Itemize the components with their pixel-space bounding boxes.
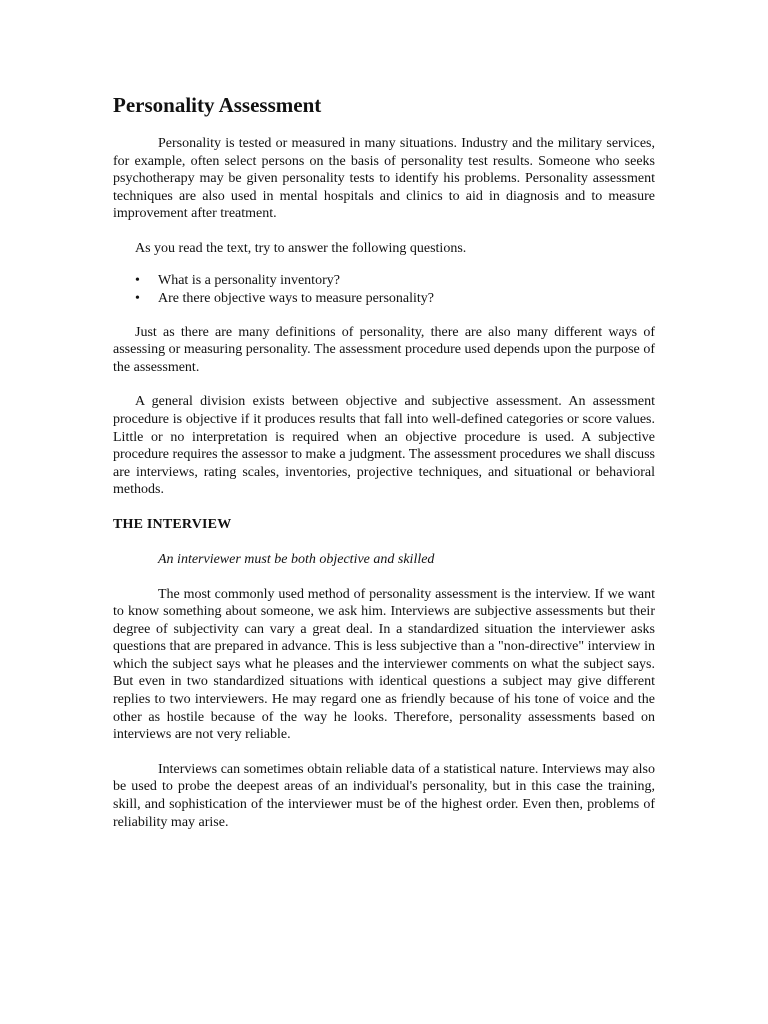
division-paragraph: A general division exists between objective and subjective assessment. An assessment procedure is objective if it produces results that fall into well-defined categories or score values. Little or no interpretation is required when an objective procedure is used. A subjective procedure requires the assessor to make a judgment. The assessment procedures we shall discuss are interviews, rating scales, inventories, projective techniques, and situational or behavioral methods.: [113, 394, 655, 498]
document-title: Personality Assessment: [113, 93, 322, 117]
section-subheading: An interviewer must be both objective and skilled: [158, 551, 435, 567]
intro-paragraph: Personality is tested or measured in many situations. Industry and the military services, for example, often select persons on the basis of personality test results. Someone who seeks psychotherapy may be given personality tests to identify his problems. Personality assessment techniques are also used in mental hospitals and clinics to aid in diagnosis and to measure improvement after treatment.: [113, 136, 655, 222]
list-item: • Are there objective ways to measure personality?: [113, 290, 655, 308]
list-item: • What is a personality inventory?: [113, 272, 655, 290]
interview-paragraph-1: The most commonly used method of personality assessment is the interview. If we want to know something about someone, we ask him. Interviews are subjective assessments but their degree of subjectivity can vary a great deal. In a standardized situation the interviewer asks questions that are prepared in advance. This is less subjective than a "non-directive" interview in which the subject says what he pleases and the interviewer comments on what the subject says. But even in two standardized situations with identical questions a subject may give different replies to two interviewers. He may regard one as friendly because of his tone of voice and the other as hostile because of the way he looks. Therefore, personality assessments based on interviews are not very reliable.: [113, 586, 655, 743]
section-heading: THE INTERVIEW: [113, 516, 232, 532]
questions-list: [113, 272, 655, 308]
document-page: [113, 94, 655, 831]
questions-intro-paragraph: As you read the text, try to answer the following questions.: [135, 240, 467, 256]
definitions-paragraph: Just as there are many definitions of personality, there are also many different ways of assessing or measuring personality. The assessment procedure used depends upon the purpose of the assessment.: [113, 324, 655, 375]
interview-paragraph-2: Interviews can sometimes obtain reliable data of a statistical nature. Interviews may also be used to probe the deepest areas of an individual's personality, but in this case the training, skill, and sophistication of the interviewer must be of the highest order. Even then, problems of reliability may arise.: [113, 761, 655, 830]
